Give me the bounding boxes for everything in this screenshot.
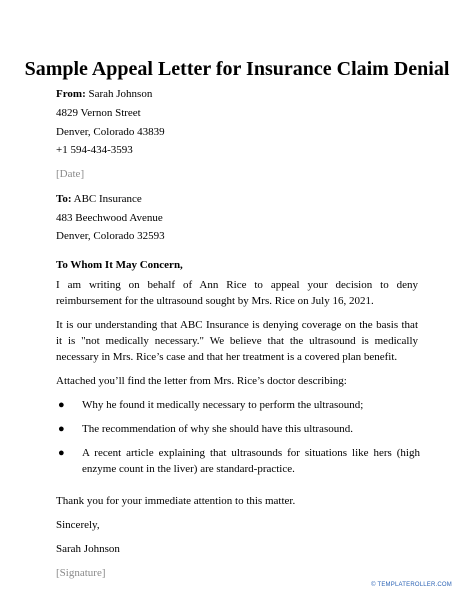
bullet-dot: ● [58,447,65,459]
date-bracket-open: [ [56,168,60,180]
date-placeholder-text: Date [59,168,81,180]
sign-off: Sincerely, [56,519,100,531]
sender-city: Denver, Colorado 43839 [56,126,165,138]
bullet-dot: ● [58,399,65,411]
recipient-city: Denver, Colorado 32593 [56,230,165,242]
signature-bracket-close: ] [101,567,106,579]
bullet-text: A recent article explaining that ultrasounds for situations like hers (high enzyme count in the liver) are standard-practice. [82,447,420,475]
bullet-dot: ● [58,423,65,435]
paragraph-1: I am writing on behalf of Ann Rice to appeal your decision to deny reimbursement for the ultrasound sought by Mrs. Rice on July 16, 2021. [56,279,418,307]
paragraph-2: It is our understanding that ABC Insurance is denying coverage on the basis that it is "not medically necessary." We believe that the ultrasound is medically necessary in Mrs. Rice’s case and that her treatment is a covered plan benefit. [56,319,418,363]
recipient-name: ABC Insurance [73,193,142,205]
recipient-name-line [56,192,142,206]
date-placeholder [56,167,84,181]
salutation: To Whom It May Concern, [56,259,183,271]
sender-name: Sarah Johnson [88,88,153,100]
paragraph-3: Attached you’ll find the letter from Mrs. Rice’s doctor describing: [56,375,347,387]
signature-placeholder [56,566,106,580]
date-bracket-close: ] [80,168,85,180]
footer-watermark-link[interactable]: © TEMPLATEROLLER.COM [371,582,452,588]
sender-street: 4829 Vernon Street [56,107,141,119]
sender-phone: +1 594-434-3593 [56,144,133,156]
closing-paragraph: Thank you for your immediate attention to this matter. [56,495,296,507]
signature-placeholder-text: Signature [59,567,102,579]
recipient-street: 483 Beechwood Avenue [56,212,163,224]
signer-name: Sarah Johnson [56,543,120,555]
bullet-text: The recommendation of why she should have this ultrasound. [82,423,353,435]
bullet-text: Why he found it medically necessary to perform the ultrasound; [82,399,364,411]
sender-name-line [56,87,152,101]
to-label: To: [56,193,72,205]
letter-title: Sample Appeal Letter for Insurance Claim Denial [24,58,450,80]
from-label: From: [56,88,86,100]
signature-bracket-open: [ [56,567,60,579]
